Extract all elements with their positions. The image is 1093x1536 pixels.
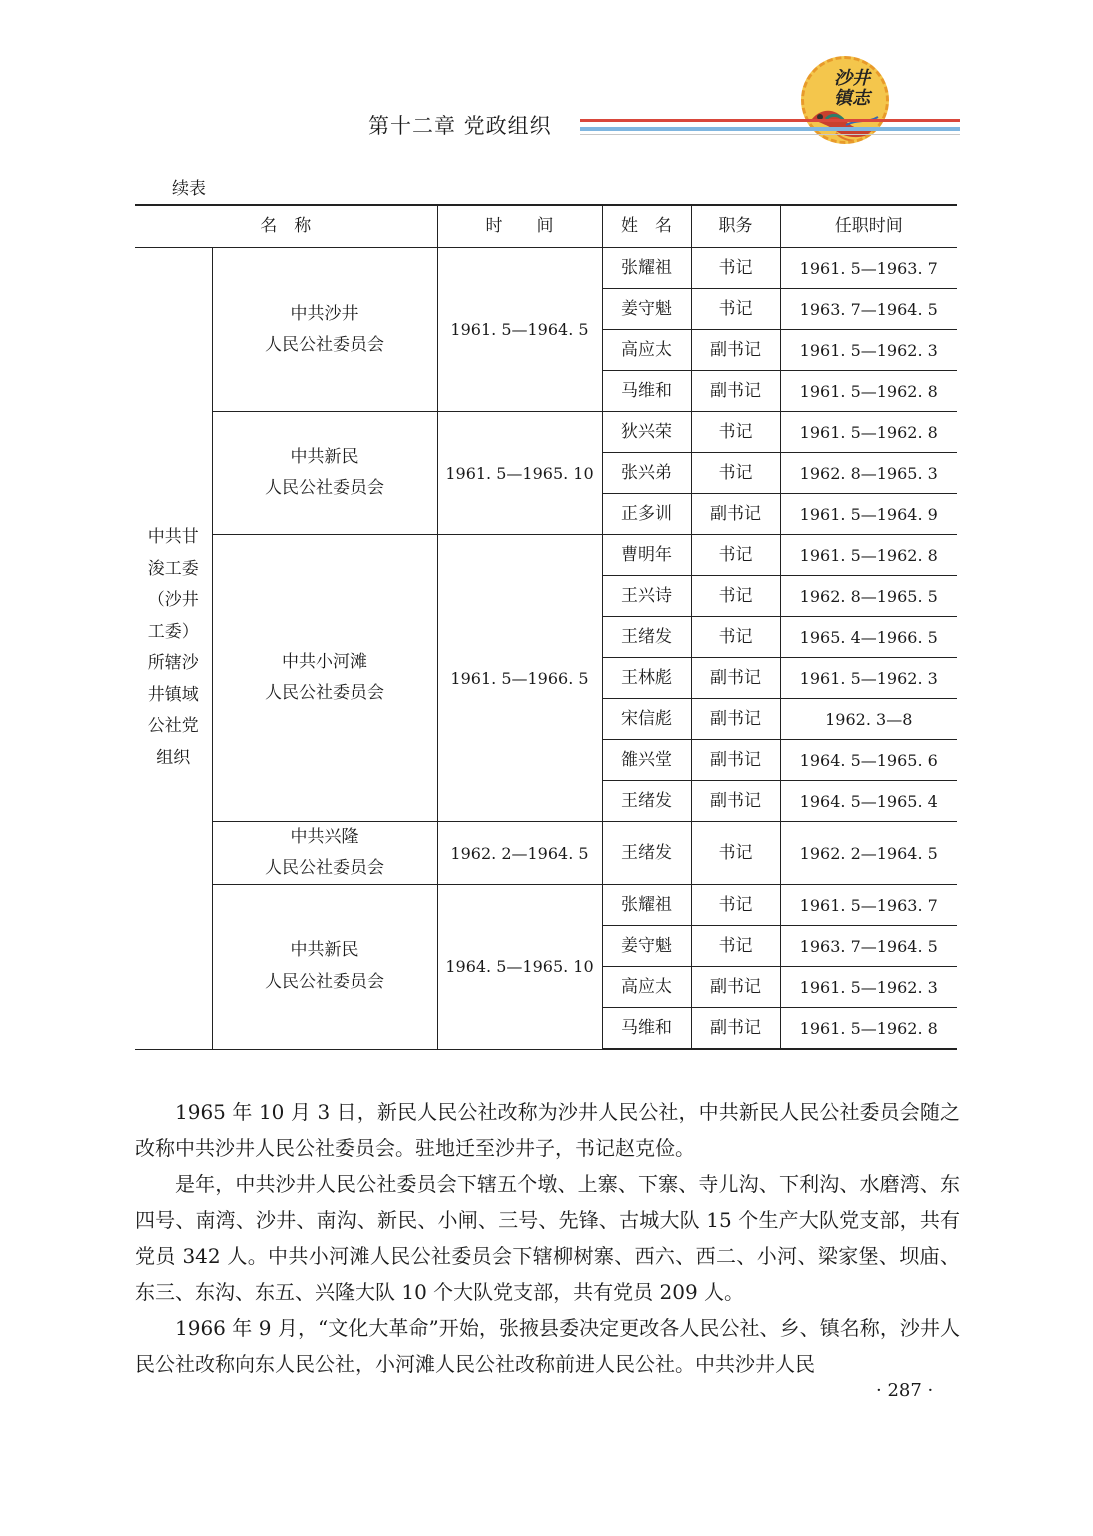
member-post: 副书记	[691, 494, 780, 535]
member-post: 书记	[691, 822, 780, 885]
member-post: 副书记	[691, 967, 780, 1008]
member-name: 王绪发	[602, 822, 691, 885]
member-term: 1961. 5—1963. 7	[780, 248, 957, 289]
chapter-title: 第十二章 党政组织	[368, 114, 552, 138]
member-name: 宋信彪	[602, 699, 691, 740]
member-post: 书记	[691, 453, 780, 494]
member-term: 1961. 5—1962. 3	[780, 967, 957, 1008]
group-label-line: 浚工委	[147, 558, 199, 579]
member-term: 1961. 5—1962. 3	[780, 658, 957, 699]
header-rule-gray	[580, 134, 960, 135]
member-term: 1961. 5—1962. 8	[780, 412, 957, 453]
member-term: 1964. 5—1965. 6	[780, 740, 957, 781]
member-post: 书记	[691, 289, 780, 330]
member-name: 张耀祖	[602, 248, 691, 289]
col-header-term: 任职时间	[780, 205, 957, 248]
member-name: 高应太	[602, 967, 691, 1008]
member-post: 书记	[691, 926, 780, 967]
member-post: 书记	[691, 535, 780, 576]
member-name: 马维和	[602, 1008, 691, 1050]
member-post: 副书记	[691, 781, 780, 822]
header-rule-blue	[580, 127, 960, 131]
member-post: 书记	[691, 617, 780, 658]
member-term: 1962. 8—1965. 3	[780, 453, 957, 494]
unit-name-line: 中共新民	[290, 940, 359, 961]
col-header-name: 名 称	[135, 205, 437, 248]
unit-name-line: 中共沙井	[290, 303, 359, 324]
member-name: 张兴弟	[602, 453, 691, 494]
member-term: 1961. 5—1962. 8	[780, 371, 957, 412]
unit-period-cell: 1961. 5—1965. 10	[437, 412, 602, 535]
table-row	[135, 535, 957, 576]
col-header-period: 时 间	[437, 205, 602, 248]
unit-name-cell	[212, 248, 437, 412]
unit-name-cell	[212, 885, 437, 1050]
member-name: 马维和	[602, 371, 691, 412]
member-post: 副书记	[691, 658, 780, 699]
member-name: 王兴诗	[602, 576, 691, 617]
member-name: 姜守魁	[602, 289, 691, 330]
party-organization-table	[135, 204, 957, 1050]
member-post: 副书记	[691, 699, 780, 740]
unit-name-line: 人民公社委员会	[265, 334, 384, 355]
member-post: 副书记	[691, 330, 780, 371]
unit-period-cell: 1962. 2—1964. 5	[437, 822, 602, 885]
group-label-cell	[135, 248, 212, 1050]
page-number: · 287 ·	[876, 1380, 934, 1401]
unit-name-line: 中共兴隆	[290, 827, 359, 847]
col-header-person: 姓 名	[602, 205, 691, 248]
member-post: 书记	[691, 885, 780, 926]
group-label-line: 公社党	[147, 716, 199, 737]
col-header-post: 职务	[691, 205, 780, 248]
unit-name-line: 中共新民	[290, 447, 359, 467]
member-post: 副书记	[691, 371, 780, 412]
member-post: 书记	[691, 412, 780, 453]
unit-name-cell	[212, 412, 437, 535]
group-label-line: （沙井	[147, 590, 199, 611]
continued-table-label: 续表	[172, 179, 206, 199]
unit-period-cell: 1961. 5—1966. 5	[437, 535, 602, 822]
group-label-line: 所辖沙	[147, 653, 199, 674]
unit-name-cell	[212, 535, 437, 822]
header-rule-red	[580, 119, 960, 122]
member-term: 1964. 5—1965. 4	[780, 781, 957, 822]
table-row	[135, 822, 957, 885]
table-header-row	[135, 205, 957, 248]
unit-name-line: 中共小河滩	[282, 652, 367, 672]
unit-name-line: 人民公社委员会	[265, 683, 384, 703]
group-label-line: 中共甘	[147, 527, 199, 548]
unit-period-cell: 1961. 5—1964. 5	[437, 248, 602, 412]
unit-name-line: 人民公社委员会	[265, 478, 384, 498]
paragraph: 是年，中共沙井人民公社委员会下辖五个墩、上寨、下寨、寺儿沟、下利沟、水磨湾、东四号、南湾、沙井、南沟、新民、小闸、三号、先锋、古城大队 15 个生产大队党支部，共有党员 342 人。中共小河滩人民公社委员会下辖柳树寨、西六、西二、小河、梁家堡、坝庙、东三、东沟、东五、兴隆大队 10 个大队党支部，共有党员 209 人。	[135, 1172, 960, 1304]
table-row	[135, 885, 957, 926]
member-name: 正多训	[602, 494, 691, 535]
member-term: 1963. 7—1964. 5	[780, 926, 957, 967]
unit-name-line: 人民公社委员会	[265, 858, 384, 878]
member-term: 1961. 5—1963. 7	[780, 885, 957, 926]
member-term: 1962. 2—1964. 5	[780, 822, 957, 885]
member-term: 1962. 3—8	[780, 699, 957, 740]
member-term: 1961. 5—1962. 3	[780, 330, 957, 371]
table-row	[135, 412, 957, 453]
member-name: 张耀祖	[602, 885, 691, 926]
member-post: 副书记	[691, 740, 780, 781]
table-row	[135, 248, 957, 289]
member-post: 书记	[691, 248, 780, 289]
unit-name-cell	[212, 822, 437, 885]
member-post: 副书记	[691, 1008, 780, 1050]
unit-name-line: 人民公社委员会	[265, 971, 384, 992]
group-label-line: 工委）	[147, 621, 199, 642]
member-term: 1962. 8—1965. 5	[780, 576, 957, 617]
member-name: 曹明年	[602, 535, 691, 576]
member-term: 1961. 5—1964. 9	[780, 494, 957, 535]
member-name: 王绪发	[602, 781, 691, 822]
member-name: 高应太	[602, 330, 691, 371]
member-name: 王绪发	[602, 617, 691, 658]
member-name: 狄兴荣	[602, 412, 691, 453]
member-term: 1961. 5—1962. 8	[780, 535, 957, 576]
member-term: 1961. 5—1962. 8	[780, 1008, 957, 1050]
paragraph: 1965 年 10 月 3 日，新民人民公社改称为沙井人民公社，中共新民人民公社委员会随之改称中共沙井人民公社委员会。驻地迁至沙井子，书记赵克俭。	[135, 1100, 960, 1160]
group-label-line: 组织	[156, 747, 191, 768]
member-term: 1965. 4—1966. 5	[780, 617, 957, 658]
member-term: 1963. 7—1964. 5	[780, 289, 957, 330]
member-name: 王林彪	[602, 658, 691, 699]
body-text	[135, 1094, 960, 1382]
unit-period-cell: 1964. 5—1965. 10	[437, 885, 602, 1050]
member-name: 雒兴堂	[602, 740, 691, 781]
paragraph: 1966 年 9 月，“文化大革命”开始，张掖县委决定更改各人民公社、乡、镇名称，沙井人民公社改称向东人民公社，小河滩人民公社改称前进人民公社。中共沙井人民	[135, 1316, 960, 1376]
logo-text: 沙井镇志	[834, 68, 870, 109]
member-post: 书记	[691, 576, 780, 617]
member-name: 姜守魁	[602, 926, 691, 967]
group-label-line: 井镇域	[147, 684, 199, 705]
